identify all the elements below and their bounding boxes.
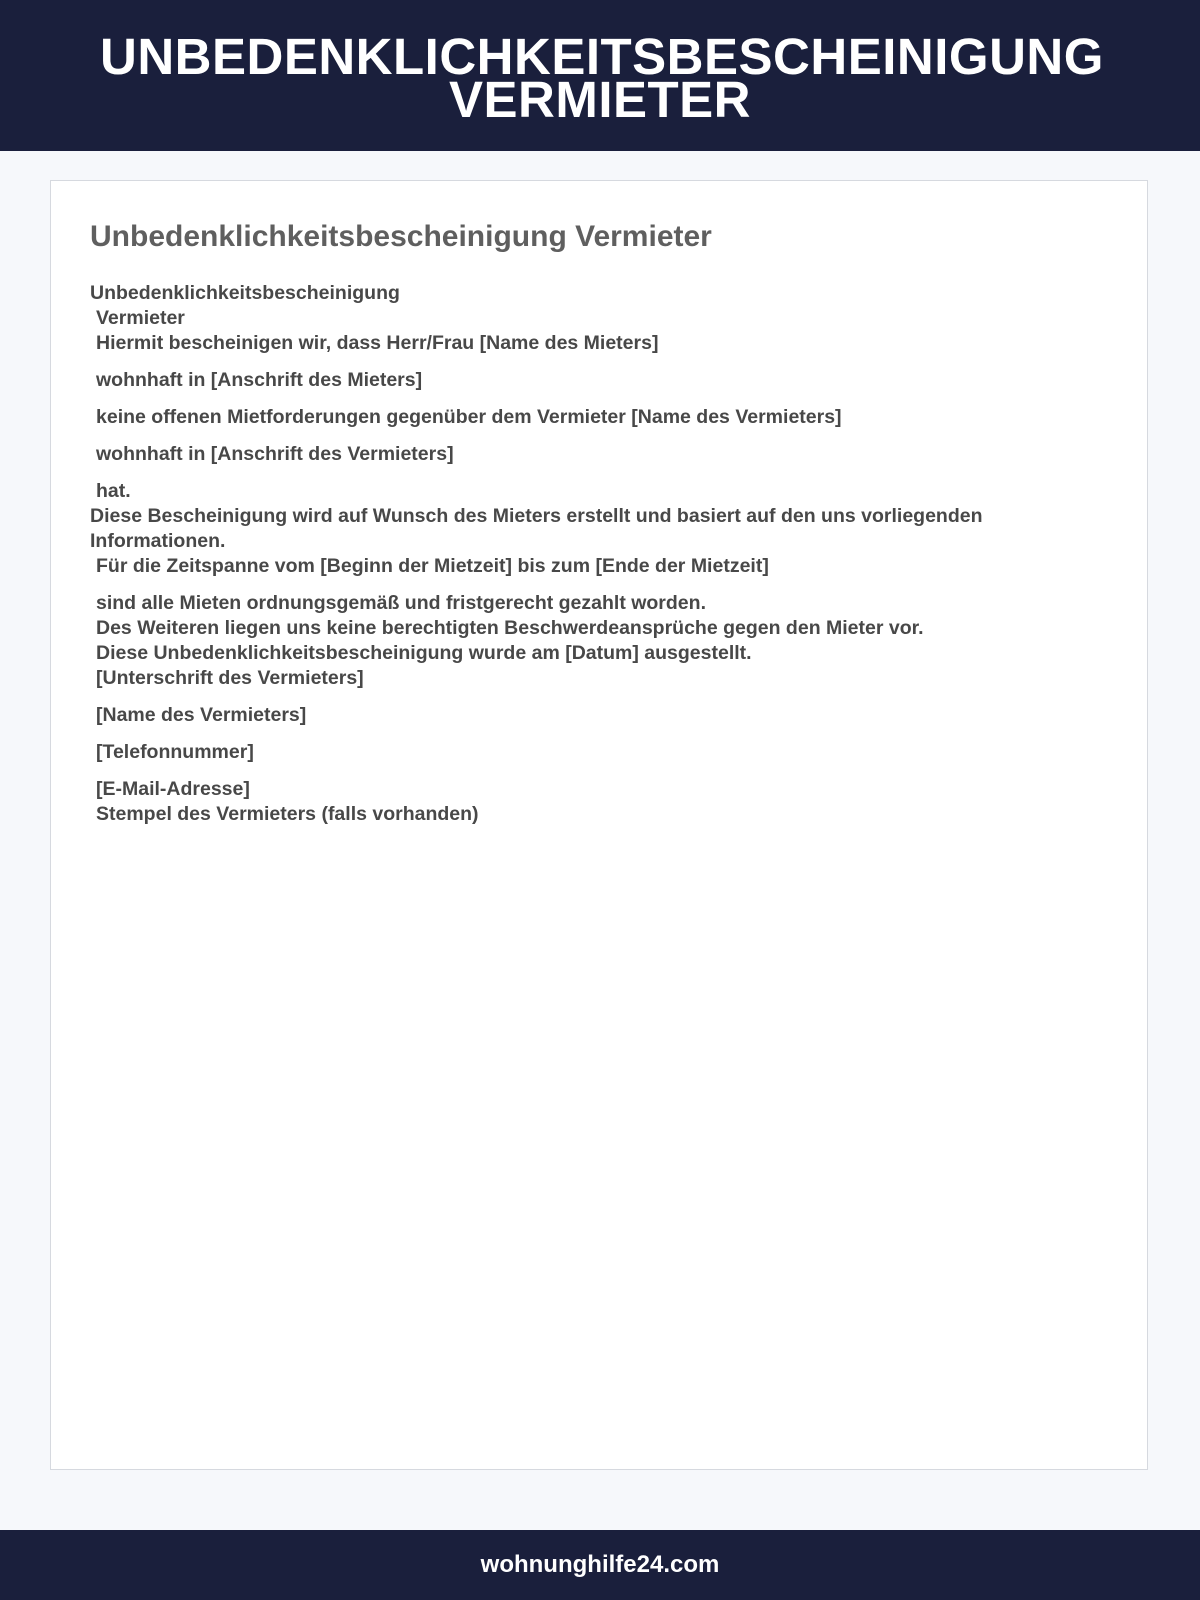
line-hat: hat. [96,480,131,502]
line-landlord-name: [Name des Vermieters] [96,704,307,726]
line-phone: [Telefonnummer] [96,741,254,763]
line-rental-period: Für die Zeitspanne vom [Beginn der Mietzeit] bis zum [Ende der Mietzeit] [96,555,769,577]
line-tenant-address: wohnhaft in [Anschrift des Mieters] [96,369,423,391]
line-email: [E-Mail-Adresse] [96,778,250,800]
line-landlord-label: Vermieter [96,307,185,329]
document-heading: Unbedenklichkeitsbescheinigung Vermieter [90,220,712,253]
line-stamp: Stempel des Vermieters (falls vorhanden) [96,803,479,825]
line-signature: [Unterschrift des Vermieters] [96,667,364,689]
line-certificate-title: Unbedenklichkeitsbescheinigung [90,282,400,304]
line-no-complaints: Des Weiteren liegen uns keine berechtigten Beschwerdeansprüche gegen den Mieter vor. [96,617,924,639]
line-rent-paid: sind alle Mieten ordnungsgemäß und fristgerecht gezahlt worden. [96,592,706,614]
page-title: UNBEDENKLICHKEITSBESCHEINIGUNG VERMIETER [100,27,1104,128]
line-tenant-name: Hiermit bescheinigen wir, dass Herr/Frau [Name des Mieters] [96,332,659,354]
line-landlord-address: wohnhaft in [Anschrift des Vermieters] [96,443,454,465]
document-card [50,180,1148,1470]
line-no-open-claims: keine offenen Mietforderungen gegenüber dem Vermieter [Name des Vermieters] [96,406,842,428]
line-request-basis: Diese Bescheinigung wird auf Wunsch des Mieters erstellt und basiert auf den uns vorliegenden Informationen. [90,505,988,552]
document-body [90,281,1100,827]
footer-bar [0,1530,1200,1600]
header-banner [0,0,1200,151]
line-issue-date: Diese Unbedenklichkeitsbescheinigung wurde am [Datum] ausgestellt. [96,642,752,664]
footer-site-name: wohnunghilfe24.com [480,1551,720,1578]
